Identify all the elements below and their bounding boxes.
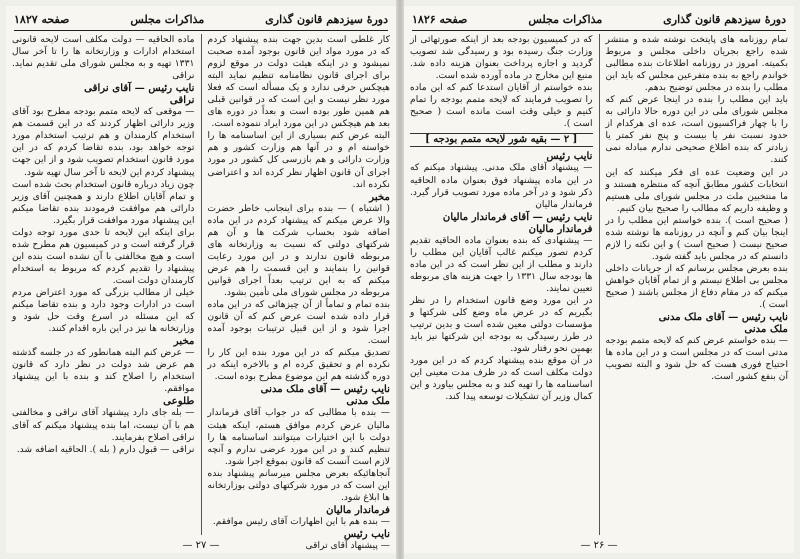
- speaker-name: مخبر: [369, 190, 390, 203]
- paragraph: تصدیق میکنم که در این مورد بنده این کار را نکرده ام و تحقیق کرده ام و بالاخره اینکه در دوره گذشته هم این موضوع مطرح بوده است.: [207, 347, 390, 383]
- left-page: [6, 6, 396, 553]
- speaker-name: نایب رئیس — آقای فرماندار مالیان: [442, 210, 593, 223]
- right-page-number: — ۲۶ —: [580, 540, 618, 551]
- paragraph: چون زیاد درباره قانون استخدام بحث شده است و تمام آقایان اطلاع دارند و همچنین آقای وزیر دارائی هم موافقت فرمودند بنده تقاضا میکنم این پیشنهاد مورد موافقت قرار بگیرد.: [12, 178, 195, 226]
- paragraph: بنده بعرض مجلس برسانم که از جریانات داخلی مجلس بی اطلاع نیستم و از تمام آقایان خواهش میکنم که در مقام دفاع از مجلس باشند ( صحیح است ).: [605, 262, 788, 311]
- paragraph: در آن موقع بنده پیشنهاد کردم که در این مورد دولت مکلف است که در ظرف مدت معینی این اساسنامه ها را تهیه کند و به مجلس بیاورد و این کمال وزیر آن تشکیلات توسعه پیدا کند.: [410, 355, 593, 403]
- paragraph: آنجاهائیکه بعرض مجلس میرسانم پیشنهاد بنده این است که در مورد شرکتهای دولتی بوزارتخانه ها ابلاغ شود.: [207, 467, 390, 503]
- left-header-page-label: صفحه ۱۸۲۷: [14, 12, 70, 26]
- speaker-name: فرماندار مالیان: [528, 222, 593, 235]
- paragraph: — بنده هم با این اظهارات آقای رئیس موافقم.: [212, 515, 390, 527]
- speaker-name: نایب رئیس: [343, 527, 390, 540]
- speaker-name: ملک مدنی: [744, 323, 788, 336]
- paragraph: بنده خواستم از آقایان استدعا کنم که این ماده را تصویب فرمایند که لایحه متمم بودجه را تمام کنیم و خیلی وقت است مانده است ( صحیح است ).: [410, 82, 593, 130]
- column-divider: [201, 34, 202, 535]
- paragraph: در این مورد وضع قانون استخدام را در نظر بگیریم که در عرض ماه وضع کلی شرکتها و مؤسسات دولتی معین شده است و بدین ترتیب در طرز رسیدگی به بودجه این شرکتها نیز باید بهمین نحو رفتار شود.: [410, 294, 593, 355]
- left-page-header: [14, 8, 388, 31]
- paragraph: — موقعی که لایحه متمم بودجه مطرح بود آقای وزیر دارائی اظهار کردند که در این قسمت هم استخدام کارمندان و هم ترتیب استخدام مورد توجه خواهد بود، بنده تقاضا کردم که در این مورد قانون استخدام تصویب شود و از این جهت پیشنهاد کردم این لایحه تا آخر سال تهیه شود.: [12, 106, 195, 178]
- paragraph: تمام روزنامه های پایتخت نوشته شده و منتشر شده راجع بجریان داخلی مجلس و مربوط بکمیته. امروز در روزنامه اطلاعات بنده مطالبی خواندم راجع به بنده متفرعین مجلس که باید این مطلب را بنده در مجلس توضیح بدهم.: [605, 34, 788, 94]
- paragraph: — پیشنهادی که بنده بعنوان ماده الحاقیه تقدیم کردم تصور میکنم غالب آقایان این مطلب را دارند و مطلب از این نظر است که در این ماده ها بودجه سال ۱۳۳۱ را جهت هزینه های مربوطه تعیین نمایند.: [410, 234, 593, 294]
- right-header-title: دورهٔ سیزدهم قانون گذاری: [663, 12, 786, 26]
- left-page-column-left: [12, 34, 195, 535]
- paragraph: نراقی — قبول دارم ( بله ). الحاقیه اضافه شد.: [16, 443, 195, 455]
- paragraph: خیلی از مطالب بزرگی که مورد اعتراض مردم است در ادارات وجود دارد و بنده تقاضا میکنم که این مسئله در اسرع وقت حل شود و وزارتخانه ها نیز در این باره اقدام کنند.: [12, 286, 195, 335]
- paragraph: — عرض کنم البته همانطور که در جلسه گذشته هم عرض شد دولت در نظر دارد که قانون استخدام را اصلاح کند و بنده با این پیشنهاد موافقم.: [12, 347, 195, 395]
- speaker-name: مخبر: [173, 335, 195, 348]
- paragraph: — بنده با مطالبی که در جواب آقای فرماندار مالیان عرض کردم موافق هستم، اینکه هیئت دولت با این اختیارات میتوانند اساسنامه ها را تنظیم کنند و در این مورد عرضی ندارم و آنچه لازم است آنست که قانون بموقع اجرا شود.: [207, 407, 390, 467]
- left-header-title: دورهٔ سیزدهم قانون گذاری: [265, 12, 388, 26]
- paragraph: — پیشنهاد آقای ملک مدنی. پیشنهاد میکنم که در این ماده پیشنهاد فوق بعنوان ماده الحاقیه ذکر شود و در آخر ماده مورد تصویب قرار گیرد. فرماندار مالیان: [410, 162, 593, 210]
- speaker-name: نایب رئیس — آقای نراقی: [84, 82, 195, 95]
- paragraph: ( اشتباه ) — بنده برای اینجانب خاطر حضرت والا عرض میکنم که پیشنهاد کردم در این ماده اضافه شود بحساب شرکت ها و آن هم شرکتهای دولتی که نسبت به وزارتخانه های مربوطه قانون ندارند و در این مورد رعایت قوانین را بنمایند و این قسمت را هم عرض میکنم که به این ترتیب بعداً اجرای قوانین مربوطه در مجلس شورای ملی تأمین بشود.: [207, 202, 390, 298]
- paragraph: — بنده خواستم عرض کنم که لایحه متمم بودجه مدتی است که در مجلس است و در این ماده ها احتیاج فوری هست که حل شود و البته تصویب آن بنفع کشور است.: [605, 335, 788, 383]
- right-page-column-left: [410, 34, 593, 535]
- paragraph: که در کمیسیون بودجه بعد از اینکه صورتهائی از وزارت جنگ رسیده بود و رسیدگی شد تصویب گردید و اجازه پرداخت بعنوان هزینه داده شد. منبع این مخارج در ماده آورده شده است.: [410, 34, 593, 82]
- speaker-name: نایب رئیس: [546, 150, 593, 163]
- right-page-header: [412, 8, 786, 31]
- paragraph: کار غلطی است بدین جهت بنده پیشنهاد کردم که در مورد مواد این قانون بوجود آمده صحبت نمیشود و در اینکه هیئت دولت در موقع لزوم برای اجرای قانون نظامنامه تنظیم نماید البته هیچکس حرفی ندارد و یک مسأله است که فعلا مورد نظر نیست و این است که در قوانین قبلی هم همین طور بوده است و بعداً در دوره های بعد هم هیچکس در این مورد ایراد ننموده است.: [207, 34, 390, 130]
- right-header-page-label: صفحه ۱۸۲۶: [412, 12, 468, 26]
- paragraph: — بله جای دارد پیشنهاد آقای نراقی و مخالفتی هم با آن نیست، اما بنده پیشنهاد میکنم که آقای نراقی اصلاح بفرمایند.: [12, 407, 195, 443]
- speaker-name: فرماندار مالیان: [326, 503, 390, 516]
- speaker-name: طلوعی: [163, 395, 195, 408]
- speaker-name: نایب رئیس — آقای ملک مدنی: [658, 311, 788, 324]
- column-divider: [599, 34, 600, 535]
- paragraph: ماده الحاقیه — دولت مکلف است لایحه قانونی استخدام ادارات و وزارتخانه ها را تا آخر سال ۱۳۳۱ تهیه و به مجلس شورای ملی تقدیم نماید. نراقی: [12, 34, 195, 82]
- book-gutter: [396, 0, 404, 559]
- paragraph: بنده تمام و تماماً از آن چیزهائی که در این ماده قرار داده شده است عرض کنم که آن قانون اجرا شود و از این قبیل ترتیبات بوجود آمده است.: [207, 299, 390, 347]
- paragraph: باید این مطلب را بنده در اینجا عرض کنم که مجلس شورای ملی در این دوره حالا دارائی به را با چهار فراکسیون است، عده ای هرکدام از حدود نسبت نفر یا بیست و پنج نفر کمتر یا زیادتر که بنده اطلاع صحیحی ندارم مبادله نمی کنند.: [605, 94, 788, 166]
- speaker-name: نایب رئیس — آقای ملک مدنی: [260, 383, 390, 396]
- right-page: [404, 6, 794, 553]
- speaker-name: ملک مدنی: [346, 395, 390, 408]
- paragraph: در این وضعیت عده ای فکر میکنند که این انتخابات کشور مطابق آنچه که منتظره هستند و ما منتخبین ملت در مجلس شورای ملی هستیم و وظیفه داریم که مطالب را صحیح بیان کنیم.: [605, 166, 788, 214]
- left-header-section: مذاکرات مجلس: [130, 12, 205, 26]
- right-page-columns: [410, 34, 788, 535]
- section-heading: [ ۲ — بقیه شور لایحه متمم بودجه ]: [410, 133, 593, 147]
- left-page-number: — ۲۷ —: [182, 540, 220, 551]
- paragraph: — پیشنهاد آقای تراقی: [305, 539, 390, 551]
- paragraph: ( صحیح است ). بنده خواستم این مطلب را در اینجا بیان کنم و آنچه در روزنامه ها نوشته شده صحیح نیست ( صحیح است ) و این نکته را لازم دانستم که در مجلس باید گفته شود.: [605, 214, 788, 262]
- speaker-name: نراقی: [169, 94, 195, 107]
- left-page-column-right: [207, 34, 391, 551]
- right-header-section: مذاکرات مجلس: [528, 12, 603, 26]
- paragraph: البته عرض کنم بسیاری از این اساسنامه ها را خواسته ام و در آنها هم وزارت کشور و هم وزارت دارائی و هم بازرسی کل کشور در مورد اجرای آن قانون اظهار نظر کرده اند و اعتراضی نکرده اند.: [207, 130, 390, 190]
- paragraph: برای اینکه این لایحه تا حدی مورد توجه دولت قرار گرفته است و در کمیسیون هم مطرح شده است و هیچ مخالفتی با آن نشده است بنده این پیشنهاد را تقدیم کردم که مربوط به استخدام کارمندان دولت است.: [12, 226, 195, 286]
- right-page-column-right: [606, 34, 789, 535]
